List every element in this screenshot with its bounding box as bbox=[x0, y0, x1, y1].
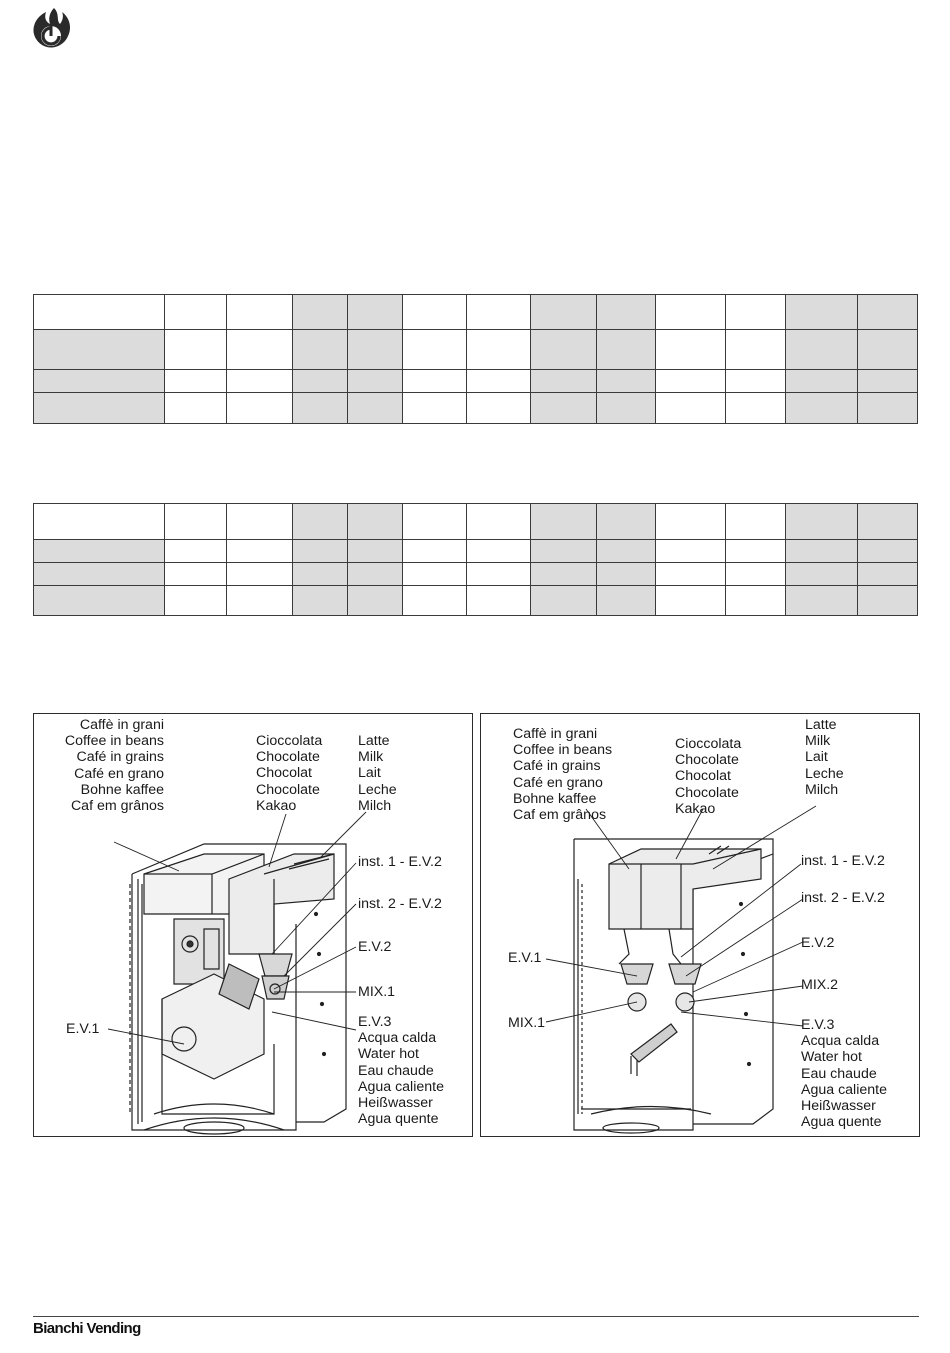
machine-diagram-left bbox=[33, 713, 473, 1137]
inst2-label: inst. 2 - E.V.2 bbox=[358, 896, 442, 912]
table-row bbox=[34, 504, 918, 540]
mix1-label: MIX.1 bbox=[358, 984, 396, 1000]
brand-logo-icon bbox=[30, 6, 74, 54]
table-row bbox=[34, 393, 918, 424]
brand-name: Bianchi Vending bbox=[33, 1320, 141, 1337]
table-row bbox=[34, 540, 918, 563]
coffee-beans-label: Caffè in grani Coffee in beans Café in grains Café en grano Bohne kaffee Caf em grânos bbox=[64, 717, 164, 815]
milk-label: Latte Milk Lait Leche Milch bbox=[358, 733, 397, 814]
table-row bbox=[34, 586, 918, 616]
mix2-label: MIX.2 bbox=[801, 977, 839, 993]
ev3-hot-water-label: E.V.3 Acqua calda Water hot Eau chaude Agua caliente Heißwasser Agua quente bbox=[801, 1017, 887, 1131]
configuration-table-1 bbox=[33, 294, 918, 424]
ev3-hot-water-label: E.V.3 Acqua calda Water hot Eau chaude Agua caliente Heißwasser Agua quente bbox=[358, 1014, 444, 1128]
configuration-table-2 bbox=[33, 503, 918, 616]
chocolate-label: Cioccolata Chocolate Chocolat Chocolate Kakao bbox=[256, 733, 323, 814]
inst1-label: inst. 1 - E.V.2 bbox=[358, 854, 442, 870]
machine-diagram-right bbox=[480, 713, 920, 1137]
inst2-label: inst. 2 - E.V.2 bbox=[801, 890, 885, 906]
table-row bbox=[34, 563, 918, 586]
footer-divider bbox=[33, 1316, 919, 1317]
inst1-label: inst. 1 - E.V.2 bbox=[801, 853, 885, 869]
mix1-label: MIX.1 bbox=[508, 1015, 546, 1031]
ev1-label: E.V.1 bbox=[508, 950, 542, 966]
ev2-label: E.V.2 bbox=[358, 939, 392, 955]
coffee-beans-label: Caffè in grani Coffee in beans Café in grains Café en grano Bohne kaffee Caf em grânos bbox=[513, 726, 613, 824]
chocolate-label: Cioccolata Chocolate Chocolat Chocolate Kakao bbox=[675, 736, 742, 817]
ev1-label: E.V.1 bbox=[66, 1021, 100, 1037]
ev2-label: E.V.2 bbox=[801, 935, 835, 951]
milk-label: Latte Milk Lait Leche Milch bbox=[805, 717, 844, 798]
table-row bbox=[34, 330, 918, 370]
table-row bbox=[34, 295, 918, 330]
table-row bbox=[34, 370, 918, 393]
